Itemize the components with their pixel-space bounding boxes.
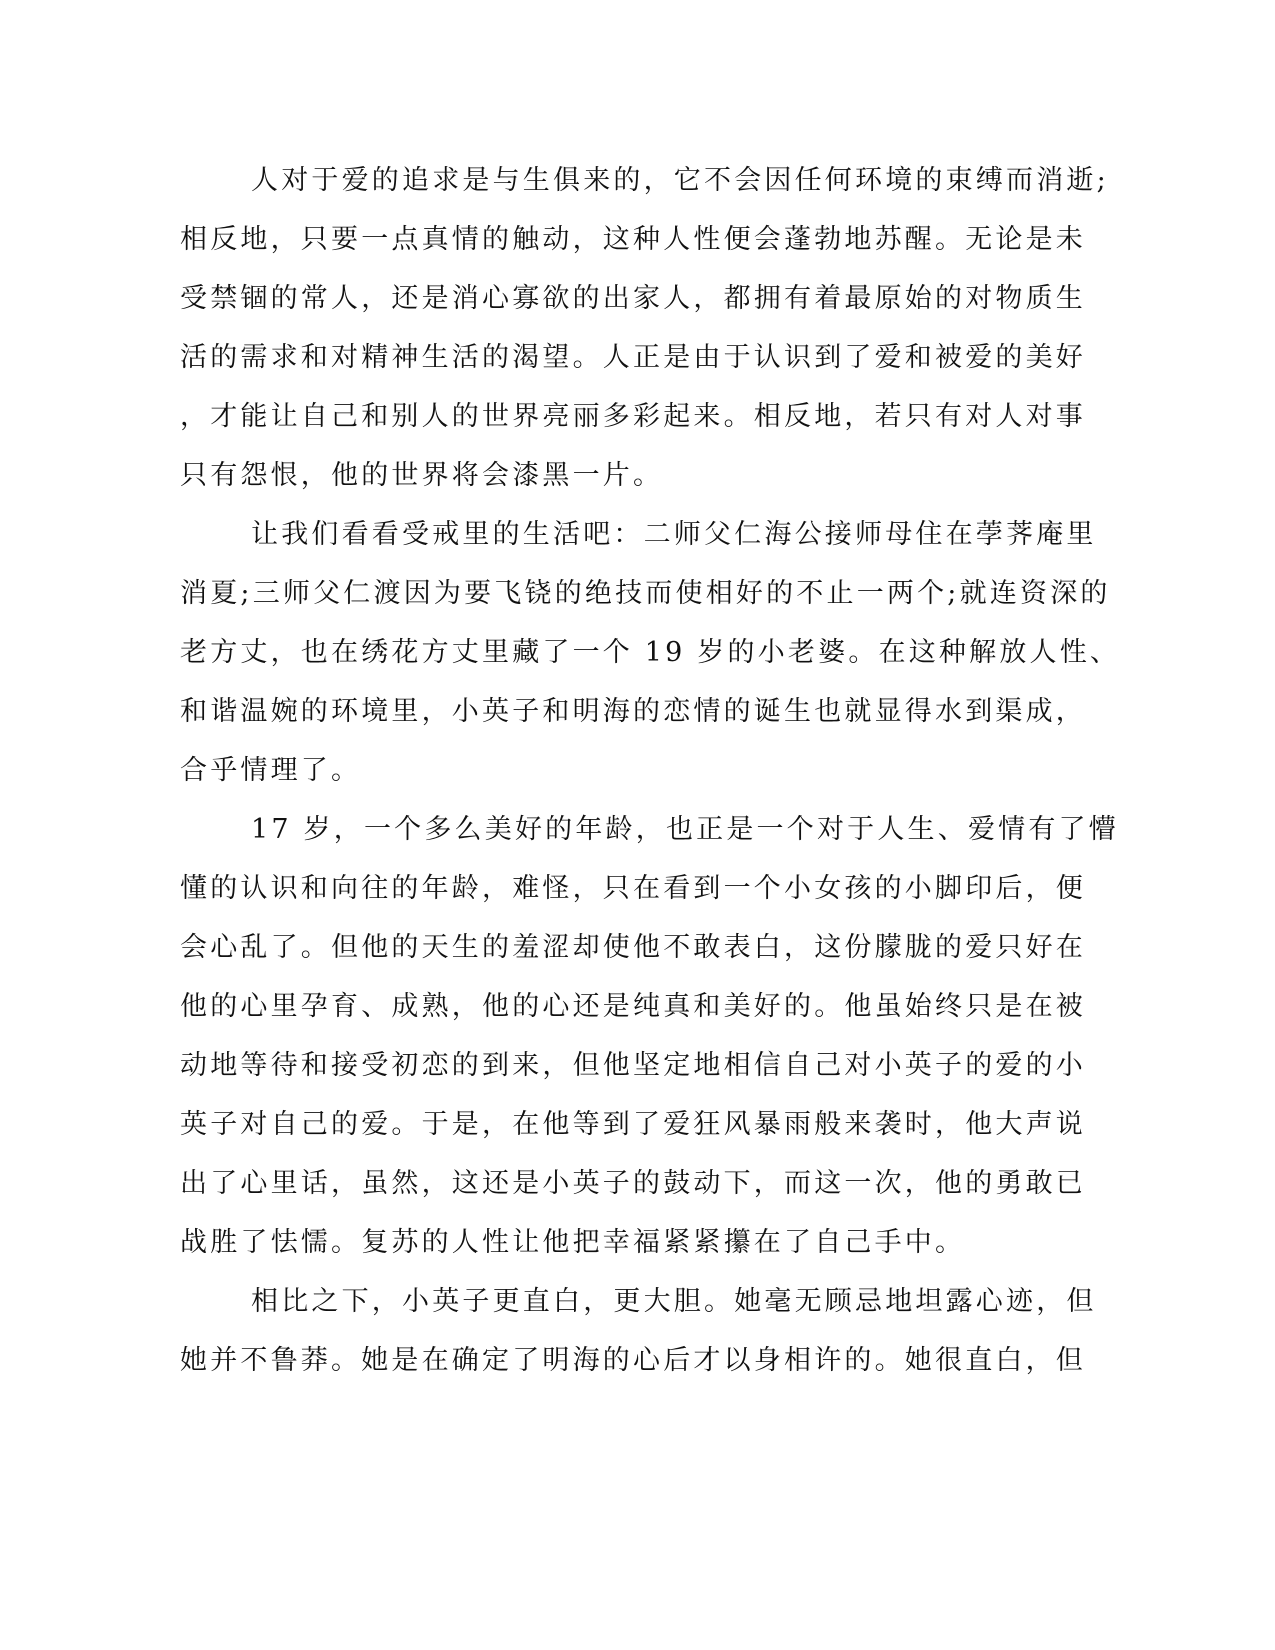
text-line-16: 动地等待和接受初恋的到来，但他坚定地相信自己对小英子的爱的小 xyxy=(180,1050,1086,1081)
text-line-15: 他的心里孕育、成熟，他的心还是纯真和美好的。他虽始终只是在被 xyxy=(180,991,1086,1022)
text-line-6: 只有怨恨，他的世界将会漆黑一片。 xyxy=(180,460,664,491)
text-line-2: 相反地，只要一点真情的触动，这种人性便会蓬勃地苏醒。无论是未 xyxy=(180,224,1086,255)
text-line-10: 和谐温婉的环境里，小英子和明海的恋情的诞生也就显得水到渠成， xyxy=(180,696,1086,727)
text-line-13: 懂的认识和向往的年龄，难怪，只在看到一个小女孩的小脚印后，便 xyxy=(180,873,1086,904)
text-line-12: 17 岁，一个多么美好的年龄，也正是一个对于人生、爱情有了懵 xyxy=(251,814,1119,845)
text-line-17: 英子对自己的爱。于是，在他等到了爱狂风暴雨般来袭时，他大声说 xyxy=(180,1109,1086,1140)
text-line-9: 老方丈，也在绣花方丈里藏了一个 19 岁的小老婆。在这种解放人性、 xyxy=(180,637,1121,668)
text-line-1: 人对于爱的追求是与生俱来的，它不会因任何环境的束缚而消逝; xyxy=(251,165,1109,196)
text-line-5: ，才能让自己和别人的世界亮丽多彩起来。相反地，若只有对人对事 xyxy=(180,401,1086,432)
text-line-18: 出了心里话，虽然，这还是小英子的鼓动下，而这一次，他的勇敢已 xyxy=(180,1168,1086,1199)
text-line-19: 战胜了怯懦。复苏的人性让他把幸福紧紧攥在了自己手中。 xyxy=(180,1227,966,1258)
text-line-3: 受禁锢的常人，还是消心寡欲的出家人，都拥有着最原始的对物质生 xyxy=(180,283,1086,314)
text-line-8: 消夏;三师父仁渡因为要飞铙的绝技而使相好的不止一两个;就连资深的 xyxy=(180,578,1111,609)
text-line-14: 会心乱了。但他的天生的羞涩却使他不敢表白，这份朦胧的爱只好在 xyxy=(180,932,1086,963)
text-line-20: 相比之下，小英子更直白，更大胆。她毫无顾忌地坦露心迹，但 xyxy=(251,1286,1097,1317)
text-line-21: 她并不鲁莽。她是在确定了明海的心后才以身相许的。她很直白，但 xyxy=(180,1345,1086,1376)
text-line-4: 活的需求和对精神生活的渴望。人正是由于认识到了爱和被爱的美好 xyxy=(180,342,1086,373)
text-line-7: 让我们看看受戒里的生活吧：二师父仁海公接师母住在荸荠庵里 xyxy=(251,519,1097,550)
text-line-11: 合乎情理了。 xyxy=(180,755,362,786)
